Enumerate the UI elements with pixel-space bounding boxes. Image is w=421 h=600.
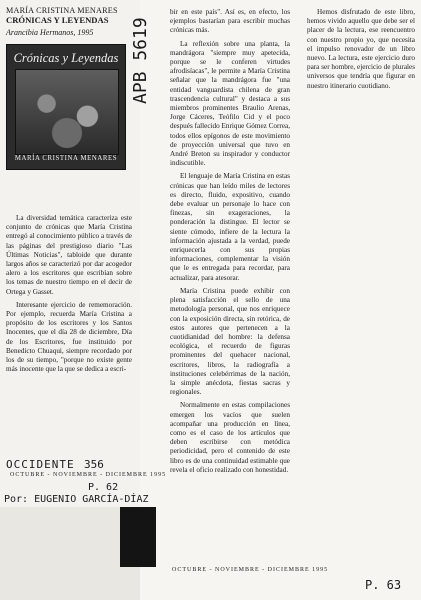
paragraph: bir en este país". Así es, en efecto, los ejemplos bastarían para escribir muchas crónicas más. <box>170 8 290 35</box>
issue-dates-right: OCTUBRE - NOVIEMBRE - DICIEMBRE 1995 <box>172 567 329 573</box>
paragraph: Hemos disfrutado de este libro, hemos vivido aquello que debe ser el placer de la lectura, ese reencuentro con nuestro propio yo, que necesita el impulso renovador de un libro nuevo. La lectura, este ejercicio duro para ser hombre, ejercicio de plurales universos que tendría que figurar en nuestro itinerario cuotidiano. <box>307 8 415 90</box>
issue-dates-left: OCTUBRE - NOVIEMBRE - DICIEMBRE 1995 <box>10 472 167 478</box>
ink-smudge <box>120 507 156 567</box>
article-column-left <box>6 214 132 378</box>
archive-stamp: APB 5619 <box>130 17 151 104</box>
page-number-left: P. 62 <box>88 482 119 493</box>
paragraph: Normalmente en estas compilaciones emergen los vacíos que suelen acompañar una producción en línea, como es el caso de los artículos que deben escribirse con metódica periodicidad, pero el contenido de este libro es de una continuidad estimable que revela el oficio realizado con honestidad. <box>170 401 290 474</box>
article-column-middle <box>170 8 290 479</box>
paragraph: Interesante ejercicio de rememoración. Por ejemplo, recuerda María Cristina a propósito de los escritores y los Santos Inocentes, que el día 28 de diciembre, Día de los Escritores, fue instituido por Benedicto Chuaqui, siempre recordado por los de su tiempo, "porque no existe gente más inocente que la que se dedica a escri- <box>6 300 132 374</box>
paragraph: El lenguaje de María Cristina en estas crónicas que han leído miles de lectores es directo, fluido, expositivo, cuando debe evaluar un personaje lo hace con finezas, sin exageraciones, la ponderación la distingue. El lector se siente cómodo, infiere de la lectura la información ajustada a la verdad, puede enriquecerla con sus propias informaciones, complementar la visión que le es entregada para recordar, para actualizar, para atesorar. <box>170 172 290 282</box>
paragraph: La diversidad temática caracteriza este conjunto de crónicas que María Cristina entregó al conocimiento público a través de las páginas del prestigioso diario "Las Últimas Noticias", tabloide que durante largos años se caracterizó por dar acogedor alero a los escritores que escribían sobre los temas de nuestro tiempo en el decir de Ortega y Gasset. <box>6 214 132 296</box>
book-author: MARÍA CRISTINA MENARES <box>6 6 118 15</box>
magazine-issue: 356 <box>84 458 104 471</box>
cover-title: Crónicas y Leyendas <box>13 51 119 65</box>
book-title: CRÓNICAS Y LEYENDAS <box>6 15 109 25</box>
cover-author: MARÍA CRISTINA MENARES <box>14 155 118 162</box>
book-publisher: Arancibia Hermanos, 1995 <box>6 28 94 37</box>
paragraph: María Cristina puede exhibir con plena satisfacción el sello de una metodología personal, que nos enriquece con la exposición directa, sin retórica, de estos autores que pertenecen a la cuotidianidad del hombre: la defensa ecológica, el recuerdo de figuras prominentes del quehacer nacional, escritores, libros, la radiografía a instituciones celebérrimas de la nación, la simple anécdota, fiestas sacras y regionales. <box>170 286 290 397</box>
author-byline: Por: EUGENIO GARCÍA-DÍAZ <box>4 494 149 505</box>
magazine-name: OCCIDENTE <box>6 458 75 471</box>
page-number-right: P. 63 <box>365 578 402 592</box>
cover-illustration <box>15 69 119 155</box>
article-column-right <box>307 8 415 95</box>
paragraph: La reflexión sobre una planta, la mandrágora "siempre muy apetecida, porque se le conferen virtudes afrodisíacas", le permite a María Cristina señalar que la mandrágora fue "una entidad vanguardista chilena de gran trascendencia cultural" y destaca a sus miembros prominentes Braulio Arenas, Jorge Cáceres, Teófilo Cid y el poco después fallecido Enrique Gómez Correa, todos ellos epígonos de este movimiento de proyección universal que tuvo en André Breton su inspirador y conductor indiscutible. <box>170 39 290 168</box>
book-cover <box>6 44 126 170</box>
